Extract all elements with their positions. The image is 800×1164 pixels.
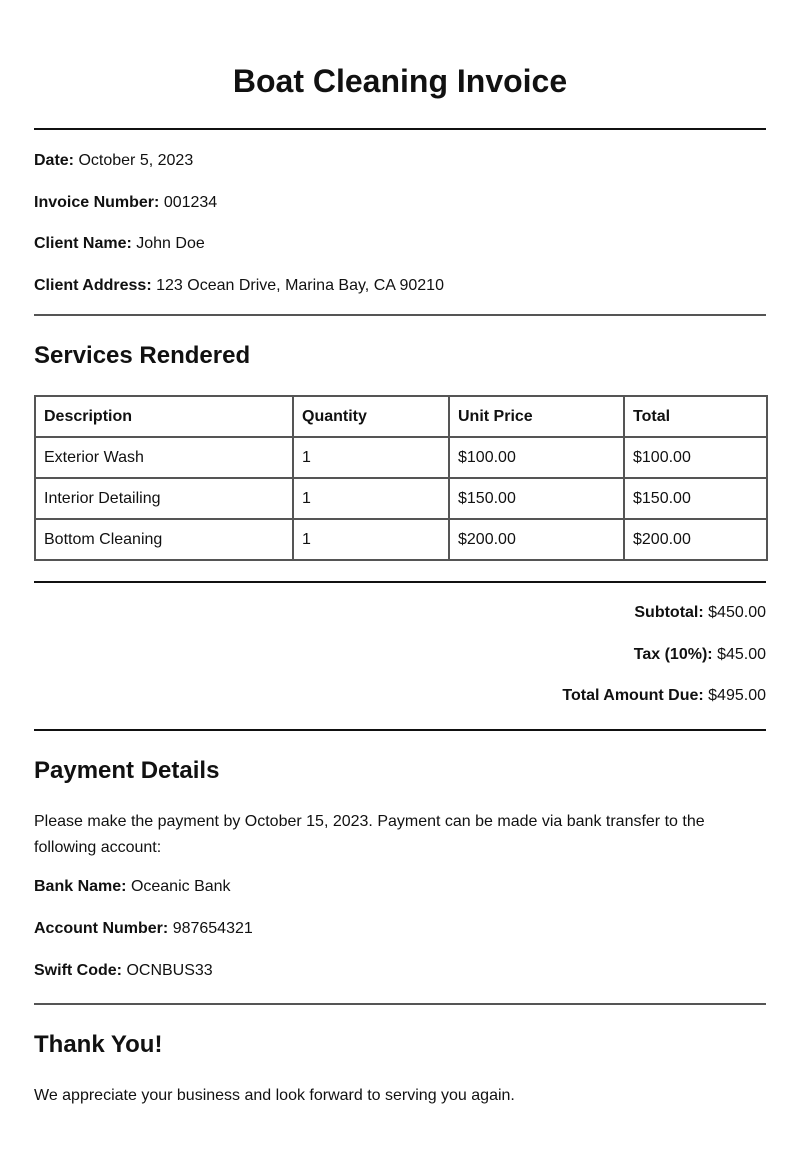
- client-name-label: Client Name:: [34, 235, 132, 252]
- cell-description: Interior Detailing: [35, 478, 293, 519]
- cell-description: Bottom Cleaning: [35, 519, 293, 560]
- invoice-info: [34, 130, 766, 296]
- column-header-quantity: Quantity: [293, 396, 449, 437]
- account-number-field: [34, 919, 766, 939]
- tax-value: $45.00: [717, 646, 766, 663]
- swift-code-field: [34, 961, 766, 981]
- thank-you-heading: Thank You!: [34, 1031, 163, 1058]
- subtotal-value: $450.00: [708, 604, 766, 621]
- cell-unit-price: $150.00: [449, 478, 624, 519]
- bank-name-value: Oceanic Bank: [130, 878, 231, 895]
- account-number-value: 987654321: [172, 920, 253, 937]
- client-address-field: [34, 276, 766, 296]
- subtotal-row: [34, 603, 766, 623]
- services-table: [34, 395, 768, 561]
- cell-quantity: 1: [293, 437, 449, 478]
- account-number-label: Account Number:: [34, 920, 169, 937]
- cell-total: $100.00: [624, 437, 767, 478]
- divider: [34, 314, 766, 316]
- invoice-number-value: 001234: [163, 194, 218, 211]
- table-row: [35, 519, 767, 560]
- cell-unit-price: $200.00: [449, 519, 624, 560]
- cell-description: Exterior Wash: [35, 437, 293, 478]
- table-row: [35, 478, 767, 519]
- divider: [34, 729, 766, 731]
- tax-label: Tax (10%):: [633, 646, 713, 663]
- cell-total: $200.00: [624, 519, 767, 560]
- invoice-number-field: [34, 193, 766, 213]
- column-header-description: Description: [35, 396, 293, 437]
- payment-instructions: Please make the payment by October 15, 2023. Payment can be made via bank transfer to the following account:: [34, 813, 705, 856]
- swift-code-label: Swift Code:: [34, 962, 122, 979]
- table-header-row: [35, 396, 767, 437]
- subtotal-label: Subtotal:: [634, 604, 704, 621]
- total-due-row: [34, 686, 766, 706]
- client-address-value: 123 Ocean Drive, Marina Bay, CA 90210: [156, 277, 444, 294]
- thank-you-message: We appreciate your business and look forward to serving you again.: [34, 1087, 515, 1104]
- date-label: Date:: [34, 152, 75, 169]
- cell-quantity: 1: [293, 519, 449, 560]
- bank-name-label: Bank Name:: [34, 878, 127, 895]
- column-header-unit-price: Unit Price: [449, 396, 624, 437]
- date-field: [34, 151, 766, 171]
- date-value: October 5, 2023: [78, 152, 194, 169]
- bank-name-field: [34, 877, 766, 897]
- payment-heading: Payment Details: [34, 757, 220, 784]
- total-due-label: Total Amount Due:: [562, 687, 704, 704]
- total-due-value: $495.00: [708, 687, 766, 704]
- totals-section: [34, 583, 766, 706]
- services-heading: Services Rendered: [34, 342, 251, 369]
- divider: [34, 1003, 766, 1005]
- tax-row: [34, 645, 766, 665]
- cell-total: $150.00: [624, 478, 767, 519]
- cell-quantity: 1: [293, 478, 449, 519]
- page-title: Boat Cleaning Invoice: [232, 63, 568, 99]
- column-header-total: Total: [624, 396, 767, 437]
- swift-code-value: OCNBUS33: [126, 962, 213, 979]
- invoice-number-label: Invoice Number:: [34, 194, 160, 211]
- client-address-label: Client Address:: [34, 277, 152, 294]
- cell-unit-price: $100.00: [449, 437, 624, 478]
- client-name-field: [34, 234, 766, 254]
- table-row: [35, 437, 767, 478]
- client-name-value: John Doe: [136, 235, 205, 252]
